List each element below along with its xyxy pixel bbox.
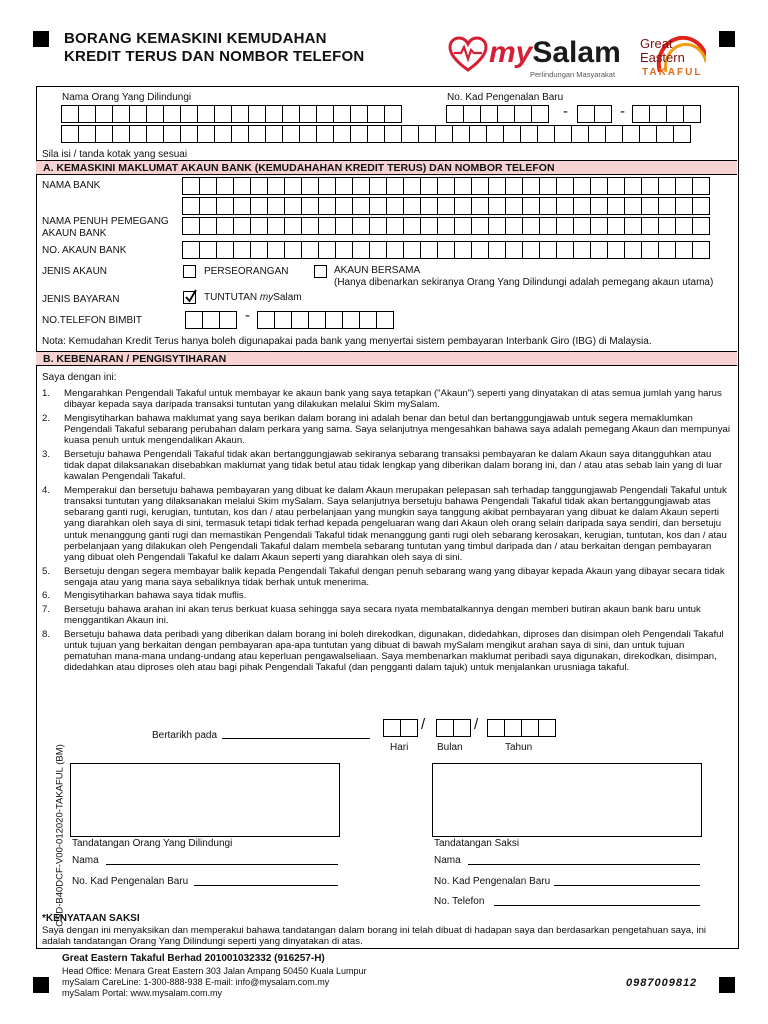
mobile-number-boxes[interactable] — [257, 311, 394, 329]
footer-careline: mySalam CareLine: 1-300-888-938 E-mail: info@mysalam.com.my — [62, 977, 330, 987]
witness-phone-line[interactable] — [494, 905, 700, 906]
declaration-item: 3. Bersetuju bahawa Pengendali Takaful tidak akan bertanggungjawab sekiranya sebarang transaksi pembayaran ke dalam Akaun saya ditangguhkan atau tidak dapat dilaksanakan disebabkan maklumat yang tidak betul atau tidak lengkap yang diberikan dalam borang ini, dan / atau atas sebab lain yang di luar kawalan Pengendali Takaful. — [42, 448, 723, 483]
witness-statement-title: *KENYATAAN SAKSI — [42, 913, 140, 924]
witness-phone-field-label: No. Telefon — [434, 896, 485, 907]
insured-ic-line[interactable] — [194, 885, 338, 886]
side-form-code: CSD-B40DCF-V00-012020-TAKAFUL (BM) — [54, 744, 66, 927]
ge-line-1: Great — [640, 36, 673, 51]
claim-label-text: TUNTUTAN — [204, 292, 260, 303]
date-label: Bertarikh pada — [152, 730, 218, 741]
checkmark-icon — [184, 289, 198, 304]
section-a-header: A. KEMASKINI MAKLUMAT AKAUN BANK (KEMUDAHAHAN KREDIT TERUS) DAN NOMBOR TELEFON — [36, 160, 737, 175]
declaration-item: 4. Memperakui dan bersetuju bahawa pembayaran yang dibuat ke dalam Akaun merupakan pelepasan sah terhadap tanggungjawab Pengendali Takaful untuk transaksi tuntutan yang dilaksanakan melalui Skim mySalam. Saya selanjutnya bersetuju bahawa Pengendali Takaful tidak akan bertanggungjawab atas sebarang ganti rugi, kerugian, tuntutan, kos dan / atau perbelanjaan yang mungkin saya tanggung akibat pembayaran yang dibuat ke dalam Akaun seperti yang diarahkan oleh saya di sini, termasuk tetapi tidak terhad kepada pengeluaran wang dari Akaun oleh orang selain daripada saya sendiri, dan bersetuju untuk menanggung ganti rugi dan memastikan Pengendali Takaful tidak menanggung ganti rugi oleh sebarang kerosakan, kerugian, tuntutan, kos dan / atau perbelanjaan yang dilakukan oleh Pengendali Takaful dalam membela sebarang tuntutan yang timbul daripada dan / atau berkaitan dengan pembayaran yang dibuat oleh Pengendali Takaful ke dalam Akaun seperti yang diarahkan oleh saya di sini. — [42, 484, 727, 564]
insured-name-boxes-row-2[interactable] — [61, 125, 691, 143]
declaration-item: 7. Bersetuju bahawa arahan ini akan terus berkuat kuasa sehingga saya secara nyata membatalkannya dengan memberi butiran akaun bank baru untuk menggantikan Akaun ini. — [42, 604, 701, 627]
declaration-item: 2. Mengisytiharkan bahawa maklumat yang saya berikan dalam borang ini adalah benar dan betul dan bertanggungjawab untuk segera memaklumkan Pengendali Takaful sebarang perubahan dalam perkara yang sama. Saya selanjutnya mengesahkan bahawa saya adalah pemegang Akaun dan mempunyai kuasa penuh untuk mengendalikan Akaun. — [42, 412, 730, 447]
declaration-item: 1. Mengarahkan Pengendali Takaful untuk membayar ke akaun bank yang saya tetapkan ("Akaun") seperti yang dinyatakan di atas semua jumlah yang harus dibayar kepada saya daripada transaksi tuntutan yang dilakukan melalui Skim mySalam. — [42, 388, 722, 411]
insured-name-line[interactable] — [106, 864, 338, 865]
registration-mark-top-right — [719, 31, 735, 47]
claim-payment-checkbox[interactable] — [183, 291, 196, 304]
witness-name-field-label: Nama — [434, 855, 461, 866]
insured-signature-label: Tandatangan Orang Yang Dilindungi — [72, 838, 233, 849]
brand-salam: Salam — [532, 36, 621, 69]
insured-signature-box[interactable] — [70, 763, 340, 837]
declaration-item: 5. Bersetuju dengan segera membayar balik kepada Pengendali Takaful dengan penuh sebarang wang yang dibayar kepada Akaun yang dibayar secara tidak sengaja atau yang mana saya sebaliknya tidak berhak untuk menerima. — [42, 565, 725, 588]
ic-dash-1: - — [563, 103, 568, 120]
section-b-header: B. KEBENARAN / PENGISYTIHARAN — [36, 351, 737, 366]
account-holder-label-1: NAMA PENUH PEMEGANG — [42, 216, 169, 227]
footer-company: Great Eastern Takaful Berhad 201001032332 (916257-H) — [62, 953, 325, 964]
ge-line-2: Eastern — [640, 50, 685, 65]
ic-dash-2: - — [620, 103, 625, 120]
footer-portal: mySalam Portal: www.mysalam.com.my — [62, 988, 223, 998]
brand-tagline: Perlindungan Masyarakat — [530, 70, 616, 79]
brand-my: my — [489, 36, 533, 69]
year-boxes[interactable] — [487, 719, 556, 737]
individual-account-label: PERSEORANGAN — [204, 266, 289, 277]
insured-ic-boxes-part-3[interactable] — [632, 105, 701, 123]
declaration-intro: Saya dengan ini: — [42, 372, 117, 383]
mysalam-logo — [448, 36, 621, 86]
witness-statement-text: Saya dengan ini menyaksikan dan memperakui bahawa tandatangan dalam borang ini telah dibuat di hadapan saya dan berdasarkan pengetahuan saya, ini adalah tandatangan Orang Yang Dilindungi seperti yang dinyatakan di atas. — [42, 925, 707, 947]
account-holder-boxes-row-1[interactable] — [182, 217, 710, 235]
witness-signature-box[interactable] — [432, 763, 702, 837]
declaration-item: 8. Bersetuju bahawa data peribadi yang diberikan dalam borang ini boleh direkodkan, digunakan, didedahkan, diproses dan disimpan oleh Pengendali Takaful untuk tujuan yang berkaitan dengan pembayaran apa-apa tuntutan yang dibuat di bawah mySalam mengikut arahan saya di sini, dan untuk tujuan pematuhan mana-mana undang-undang atau keperluan pengawalseliaan. Saya membenarkan maklumat peribadi saya digunakan, direkodkan, disimpan, didedahkan atau diproses oleh atau bagi pihak Pengendali Takaful (dan pengganti dalam tajuk) untuk menjalankan urusniaga takaful. — [42, 628, 724, 674]
form-title-line-2: KREDIT TERUS DAN NOMBOR TELEFON — [64, 48, 365, 65]
mobile-prefix-boxes[interactable] — [185, 311, 237, 329]
insured-ic-label: No. Kad Pengenalan Baru — [447, 92, 564, 103]
mobile-dash: - — [245, 307, 250, 324]
registration-mark-top-left — [33, 31, 49, 47]
insured-name-boxes-row-1[interactable] — [61, 105, 402, 123]
witness-name-line[interactable] — [468, 864, 700, 865]
joint-account-checkbox[interactable] — [314, 265, 327, 278]
form-title — [64, 30, 364, 66]
insured-name-field-label: Nama — [72, 855, 99, 866]
date-slash-1: / — [421, 716, 426, 733]
witness-signature-label: Tandatangan Saksi — [434, 838, 520, 849]
individual-account-checkbox[interactable] — [183, 265, 196, 278]
claim-label-my: my — [259, 292, 274, 303]
mobile-number-label: NO.TELEFON BIMBIT — [42, 315, 143, 326]
month-boxes[interactable] — [436, 719, 471, 737]
account-type-label: JENIS AKAUN — [42, 266, 108, 277]
bank-name-boxes-row-2[interactable] — [182, 197, 710, 215]
ge-line-3: TAKAFUL — [642, 67, 703, 78]
insured-ic-field-label: No. Kad Pengenalan Baru — [72, 876, 189, 887]
footer-head-office: Head Office: Menara Great Eastern 303 Jalan Ampang 50450 Kuala Lumpur — [62, 966, 367, 976]
claim-label-salam: Salam — [273, 292, 302, 303]
date-slash-2: / — [474, 716, 479, 733]
witness-ic-field-label: No. Kad Pengenalan Baru — [434, 876, 551, 887]
insured-ic-boxes-part-1[interactable] — [446, 105, 549, 123]
heart-pulse-icon — [448, 36, 488, 72]
account-number-boxes[interactable] — [182, 241, 710, 259]
insured-ic-boxes-part-2[interactable] — [577, 105, 612, 123]
day-label: Hari — [390, 742, 409, 753]
bank-name-label: NAMA BANK — [42, 180, 101, 191]
date-underline[interactable] — [222, 738, 370, 739]
declaration-item: 6. Mengisytiharkan bahawa saya tidak muflis. — [42, 590, 247, 602]
declaration-list — [42, 388, 732, 676]
year-label: Tahun — [505, 742, 533, 753]
insured-name-label: Nama Orang Yang Dilindungi — [62, 92, 192, 103]
day-boxes[interactable] — [383, 719, 418, 737]
account-holder-label-2: AKAUN BANK — [42, 228, 107, 239]
joint-account-label: AKAUN BERSAMA — [334, 265, 421, 276]
form-title-line-1: BORANG KEMASKINI KEMUDAHAN — [64, 30, 327, 47]
form-serial-number: 0987009812 — [626, 977, 698, 989]
registration-mark-bottom-right — [719, 977, 735, 993]
registration-mark-bottom-left — [33, 977, 49, 993]
month-label: Bulan — [437, 742, 463, 753]
payment-type-label: JENIS BAYARAN — [42, 294, 120, 305]
ibg-note: Nota: Kemudahan Kredit Terus hanya boleh digunapakai pada bank yang menyertai sistem pembayaran Interbank Giro (IBG) di Malaysia. — [42, 336, 652, 347]
fill-instruction: Sila isi / tanda kotak yang sesuai — [42, 149, 188, 160]
great-eastern-takaful-logo — [638, 34, 706, 82]
joint-account-note: (Hanya dibenarkan sekiranya Orang Yang Dilindungi adalah pemegang akaun utama) — [334, 277, 714, 288]
bank-name-boxes-row-1[interactable] — [182, 177, 710, 195]
witness-ic-line[interactable] — [554, 885, 700, 886]
claim-payment-label — [204, 292, 302, 303]
account-number-label: NO. AKAUN BANK — [42, 245, 127, 256]
